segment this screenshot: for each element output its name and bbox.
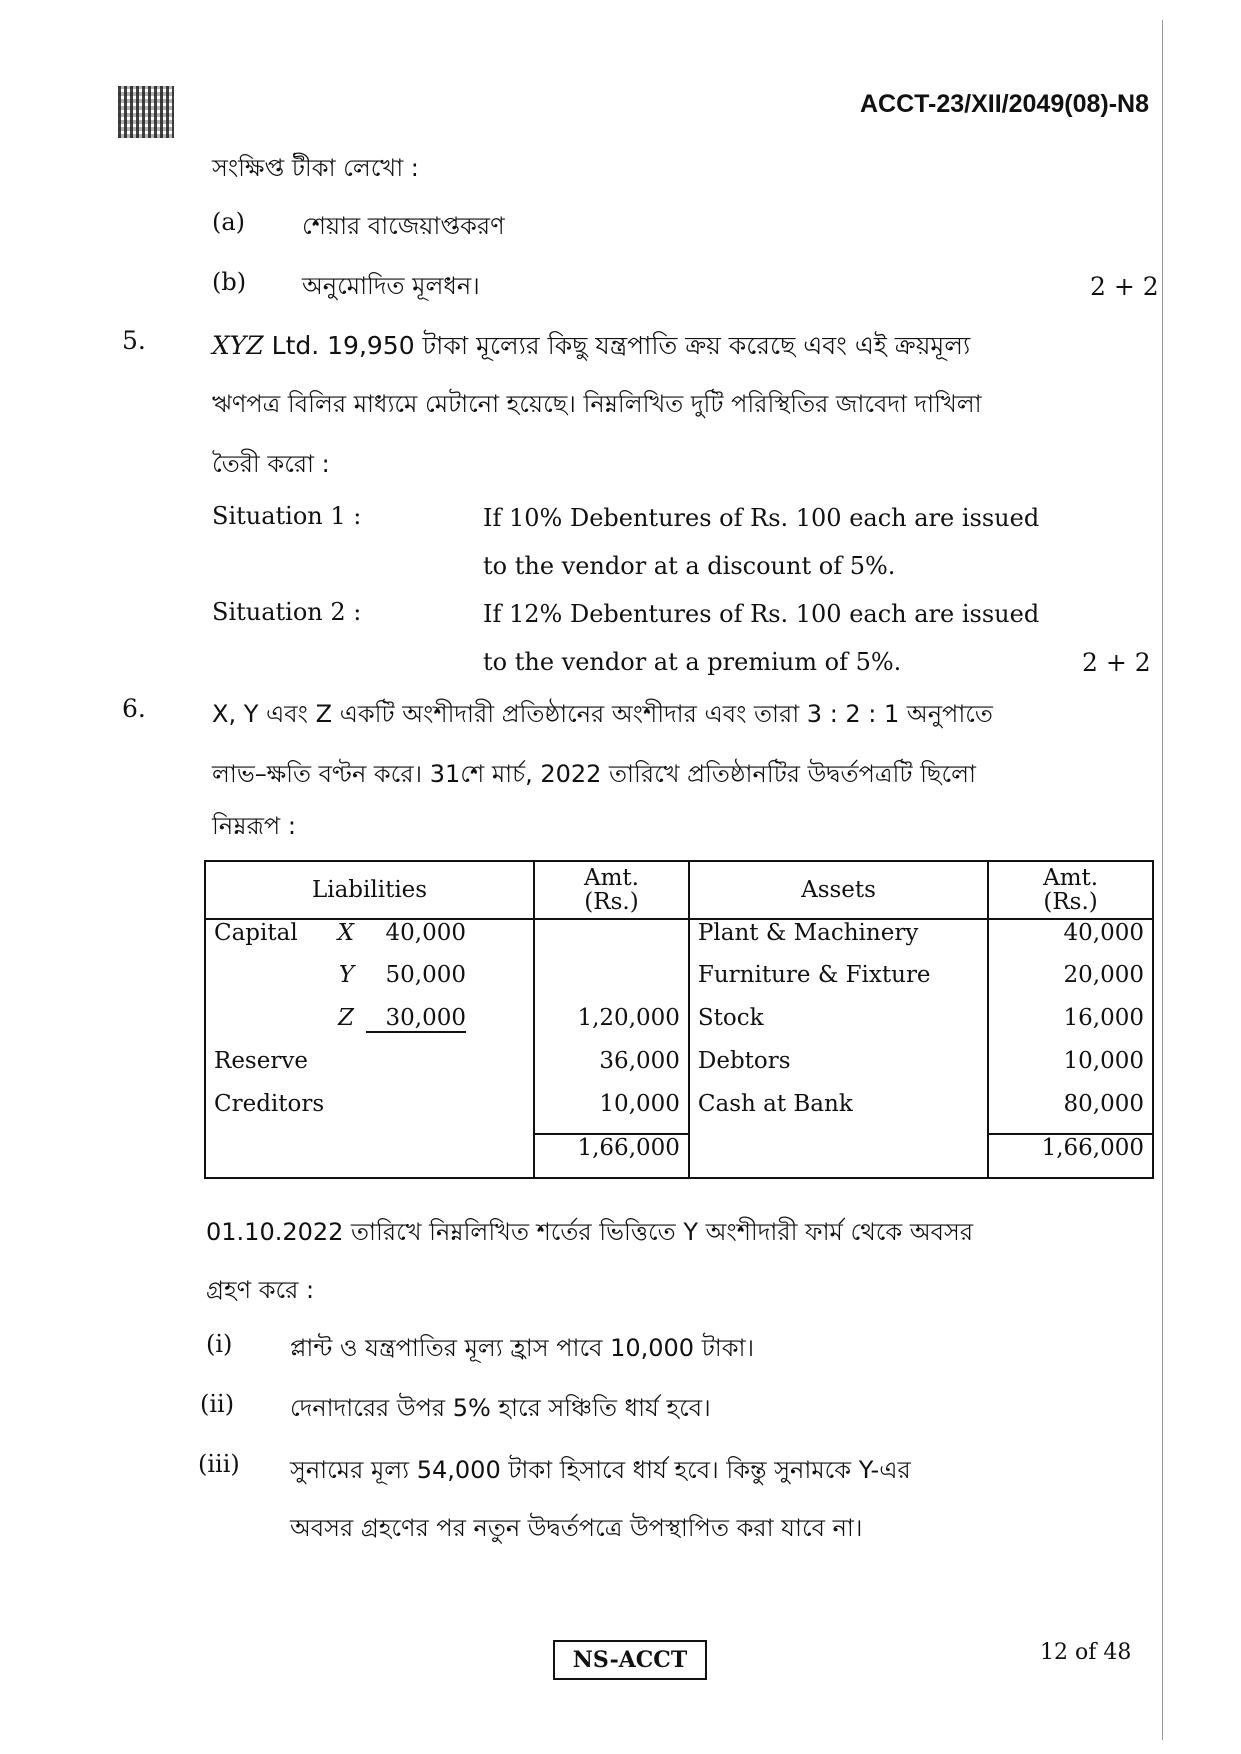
page-number: 12 of 48	[1040, 1640, 1132, 1665]
header-amt-1-line1: Amt.	[584, 865, 639, 891]
q4-item-b-text: অনুমোদিত মূলধন।	[302, 272, 480, 300]
q5-marks: 2 + 2	[1082, 648, 1151, 677]
table-total-row	[205, 1134, 1153, 1178]
condition-ii-label: (ii)	[200, 1390, 235, 1418]
paper-code: ACCT-23/XII/2049(08)-N8	[859, 90, 1149, 118]
q6-line2: লাভ–ক্ষতি বণ্টন করে। 31শে মার্চ, 2022 তারিখে প্রতিষ্ঠানটির উদ্বর্তপত্রটি ছিলো	[212, 760, 976, 788]
q6-line1: X, Y এবং Z একটি অংশীদারী প্রতিষ্ঠানের অংশীদার এবং তারা 3 : 2 : 1 অনুপাতে	[212, 700, 993, 728]
q5-line3: তৈরী করো :	[212, 450, 330, 478]
retirement-line1: 01.10.2022 তারিখে নিম্নলিখিত শর্তের ভিত্তিতে Y অংশীদারী ফার্ম থেকে অবসর	[206, 1218, 974, 1246]
partner-capital: 50,000	[385, 962, 466, 988]
q4-item-a-label: (a)	[212, 208, 246, 236]
condition-i-label: (i)	[206, 1330, 233, 1358]
reserve-amount: 36,000	[534, 1048, 689, 1091]
asset-name: Stock	[689, 1005, 988, 1048]
q5-number: 5.	[122, 326, 146, 355]
q5-company: XYZ	[212, 331, 264, 360]
table-row	[205, 919, 1153, 962]
header-assets: Assets	[689, 861, 988, 919]
condition-i-text: প্লান্ট ও যন্ত্রপাতির মূল্য হ্রাস পাবে 10,000 টাকা।	[290, 1334, 755, 1362]
scan-edge-line	[1162, 20, 1163, 1740]
partner-name: Z	[338, 1005, 354, 1031]
capital-label: Capital	[214, 920, 298, 946]
capital-y-cell	[205, 962, 534, 1005]
assets-total: 1,66,000	[988, 1134, 1153, 1178]
retirement-line2: গ্রহণ করে :	[206, 1276, 315, 1304]
capital-total: 1,20,000	[534, 1005, 689, 1048]
partner-name: X	[337, 920, 354, 946]
table-row	[205, 1091, 1153, 1134]
capital-z-cell	[205, 1005, 534, 1048]
header-amt-1	[534, 861, 689, 919]
situation-1-label: Situation 1 :	[212, 502, 362, 530]
table-row	[205, 1005, 1153, 1048]
footer-subject-box: NS-ACCT	[553, 1640, 707, 1680]
asset-amount: 10,000	[988, 1048, 1153, 1091]
asset-amount: 40,000	[988, 919, 1153, 962]
balance-sheet-table	[204, 860, 1154, 1179]
header-amt-2	[988, 861, 1153, 919]
header-amt-1-line2: (Rs.)	[584, 889, 639, 915]
asset-name: Cash at Bank	[689, 1091, 988, 1134]
header-amt-2-line2: (Rs.)	[1043, 889, 1098, 915]
situation-2-line2: to the vendor at a premium of 5%.	[483, 648, 902, 676]
asset-amount: 20,000	[988, 962, 1153, 1005]
asset-name: Debtors	[689, 1048, 988, 1091]
asset-amount: 16,000	[988, 1005, 1153, 1048]
situation-2-line1: If 12% Debentures of Rs. 100 each are issued	[483, 600, 1040, 628]
q4-item-b-label: (b)	[212, 268, 247, 296]
q4-instruction: সংক্ষিপ্ত টীকা লেখো :	[212, 154, 419, 182]
partner-capital: 30,000	[366, 1005, 466, 1033]
capital-x-cell	[205, 919, 534, 962]
q5-line2: ঋণপত্র বিলির মাধ্যমে মেটানো হয়েছে। নিম্নলিখিত দুটি পরিস্থিতির জাবেদা দাখিলা	[212, 390, 982, 418]
partner-name: Y	[338, 962, 354, 988]
q5-line1-rest: Ltd. 19,950 টাকা মূল্যের কিছু যন্ত্রপাতি ক্রয় করেছে এবং এই ক্রয়মূল্য	[263, 331, 971, 360]
q5-line1	[212, 326, 970, 369]
situation-2-label: Situation 2 :	[212, 598, 362, 626]
header-amt-2-line1: Amt.	[1043, 865, 1099, 891]
situation-1-line1: If 10% Debentures of Rs. 100 each are issued	[483, 504, 1040, 532]
asset-name: Plant & Machinery	[689, 919, 988, 962]
table-row	[205, 962, 1153, 1005]
q6-number: 6.	[122, 694, 146, 723]
asset-amount: 80,000	[988, 1091, 1153, 1134]
reserve-label: Reserve	[214, 1048, 308, 1074]
condition-ii-text: দেনাদারের উপর 5% হারে সঞ্চিতি ধার্য হবে।	[290, 1394, 711, 1422]
condition-iii-text2: অবসর গ্রহণের পর নতুন উদ্বর্তপত্রে উপস্থাপিত করা যাবে না।	[290, 1514, 863, 1542]
table-row	[205, 1048, 1153, 1091]
partner-capital: 40,000	[385, 920, 466, 946]
asset-name: Furniture & Fixture	[689, 962, 988, 1005]
condition-iii-label: (iii)	[198, 1450, 240, 1478]
qr-code	[118, 86, 174, 138]
situation-1-line2: to the vendor at a discount of 5%.	[483, 552, 896, 580]
condition-iii-text: সুনামের মূল্য 54,000 টাকা হিসাবে ধার্য হবে। কিন্তু সুনামকে Y-এর	[290, 1456, 911, 1484]
creditors-amount: 10,000	[534, 1091, 689, 1134]
q4-item-a-text: শেয়ার বাজেয়াপ্তকরণ	[302, 212, 505, 240]
creditors-label: Creditors	[214, 1091, 325, 1117]
liabilities-total: 1,66,000	[534, 1134, 689, 1178]
q6-line3: নিম্নরূপ :	[212, 812, 296, 840]
q4-marks: 2 + 2	[1090, 272, 1159, 301]
header-liabilities: Liabilities	[205, 861, 534, 919]
